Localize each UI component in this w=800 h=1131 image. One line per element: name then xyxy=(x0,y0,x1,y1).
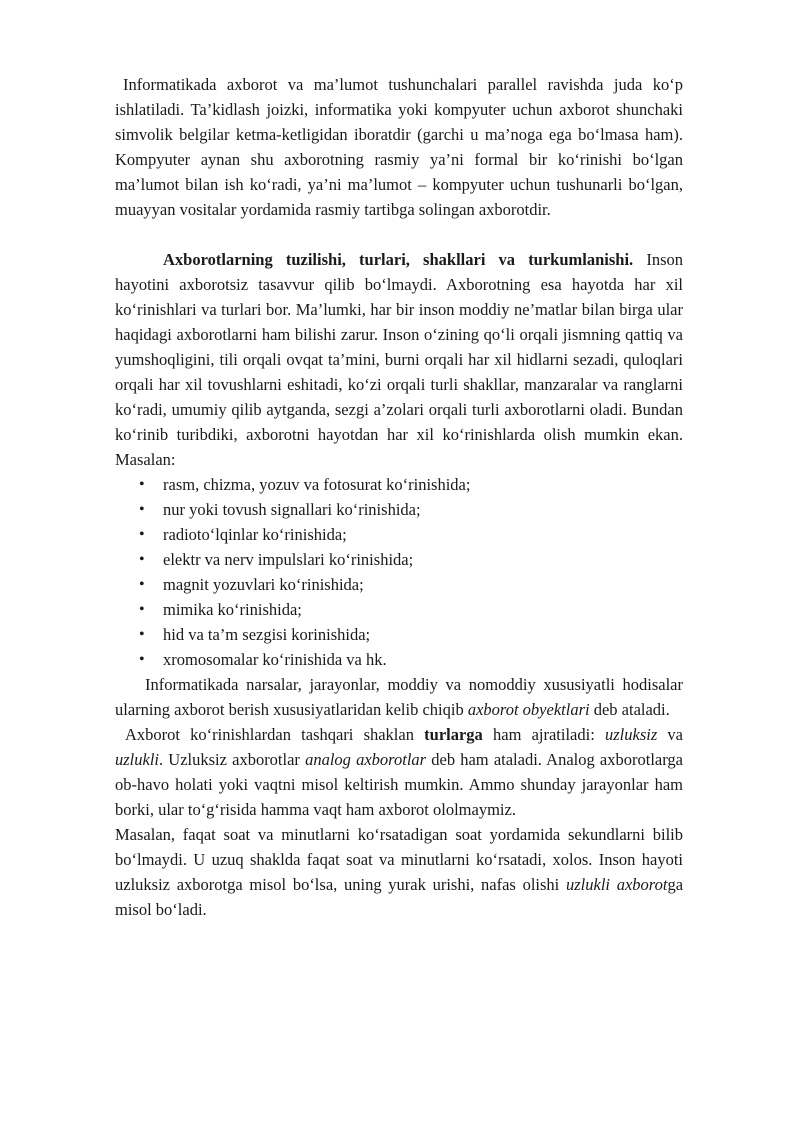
list-item: • radioto‘lqinlar ko‘rinishida; xyxy=(139,522,683,547)
bullet-list xyxy=(115,472,683,672)
list-item: • elektr va nerv impulslari ko‘rinishida; xyxy=(139,547,683,572)
paragraph-types-text: Inson hayotini axborotsiz tasavvur qilib bo‘lmaydi. Axborotning esa hayotda har xil ko‘rinishlari va turlari bor. Ma’lumki, har bir inson moddiy ne’matlar bilan birga ular haqidagi axborotlarni ham bilishi zarur. Inson o‘zining qo‘li orqali jismning qattiq va yumshoqligini, tili orqali ovqat ta’mini, burni orqali har xil hidlarni sezadi, quloqlari orqali har xil tovushlarni eshitadi, ko‘zi orqali turli shakllar, manzaralar va ranglarni ko‘radi, umumiy qilib aytganda, sezgi a’zolari orqali turli axborotlarni oladi. Bundan ko‘rinib turibdiki, axborotni hayotdan har xil ko‘rinishlarda olish mumkin ekan. Masalan: xyxy=(115,250,683,469)
text-run: Informatikada narsalar, jarayonlar, moddiy va nomoddiy xususiyatli hodisalar ularning axborot berish xususiyatlaridan kelib chiqib xyxy=(115,675,683,719)
italic-term: uzlukli axborot xyxy=(565,875,668,894)
paragraph-types xyxy=(115,247,683,472)
italic-term: axborot obyektlari xyxy=(467,700,590,719)
paragraph-intro: Informatikada axborot va ma’lumot tushunchalari parallel ravishda juda ko‘p ishlatiladi. Ta’kidlash joizki, informatika yoki kompyuter uchun axborot shunchaki simvolik belgilar ketma-ketligidan iboratdir (garchi u ma’noga ega bo‘lmasa ham). Kompyuter aynan shu axborotning rasmiy ya’ni formal bir ko‘rinishi bo‘lgan ma’lumot bilan ish ko‘radi, ya’ni ma’lumot – kompyuter uchun tushunarli bo‘lgan, muayyan vositalar yordamida rasmiy tartibga solingan axborotdir. xyxy=(115,75,683,219)
text-run: ga misol bo‘ladi. xyxy=(115,875,684,919)
paragraph-example xyxy=(115,822,683,922)
list-item: • nur yoki tovush signallari ko‘rinishida; xyxy=(139,497,683,522)
paragraph-kinds xyxy=(115,722,683,822)
italic-term: uzlukli xyxy=(115,750,159,769)
section-heading: Axborotlarning tuzilishi, turlari, shakllari va turkumlanishi. xyxy=(163,250,634,269)
list-item: • magnit yozuvlari ko‘rinishida; xyxy=(139,572,683,597)
list-item: • hid va ta’m sezgisi korinishida; xyxy=(139,622,683,647)
text-run: deb ataladi. xyxy=(589,700,670,719)
italic-term: analog axborotlar xyxy=(305,750,427,769)
list-item: • rasm, chizma, yozuv va fotosurat ko‘rinishida; xyxy=(139,472,683,497)
text-run: . Uzluksiz axborotlar xyxy=(159,750,306,769)
paragraph-objects xyxy=(115,672,683,722)
list-item: • mimika ko‘rinishida; xyxy=(139,597,683,622)
paragraph-gap xyxy=(115,222,683,247)
text-run: va xyxy=(657,725,684,744)
list-item: • xromosomalar ko‘rinishida va hk. xyxy=(139,647,683,672)
text-run: Masalan, faqat soat va minutlarni ko‘rsatadigan soat yordamida sekundlarni bilib bo‘lmaydi. U uzuq shaklda faqat soat va minutlarni ko‘rsatadi, xolos. Inson hayoti uzluksiz axborotga misol bo‘lsa, uning yurak urishi, nafas olishi xyxy=(115,825,683,894)
text-run: Axborot ko‘rinishlardan tashqari shaklan xyxy=(125,725,425,744)
text-run: ham ajratiladi: xyxy=(482,725,605,744)
italic-term: uzluksiz xyxy=(604,725,658,744)
document-page xyxy=(115,72,683,922)
text-run: deb ham ataladi. Analog axborotlarga ob-havo holati yoki vaqtni misol keltirish mumkin. Ammo shunday jarayonlar ham borki, ular to‘g‘risida hamma vaqt ham axborot ololmaymiz. xyxy=(115,750,683,819)
bold-term: turlarga xyxy=(424,725,483,744)
